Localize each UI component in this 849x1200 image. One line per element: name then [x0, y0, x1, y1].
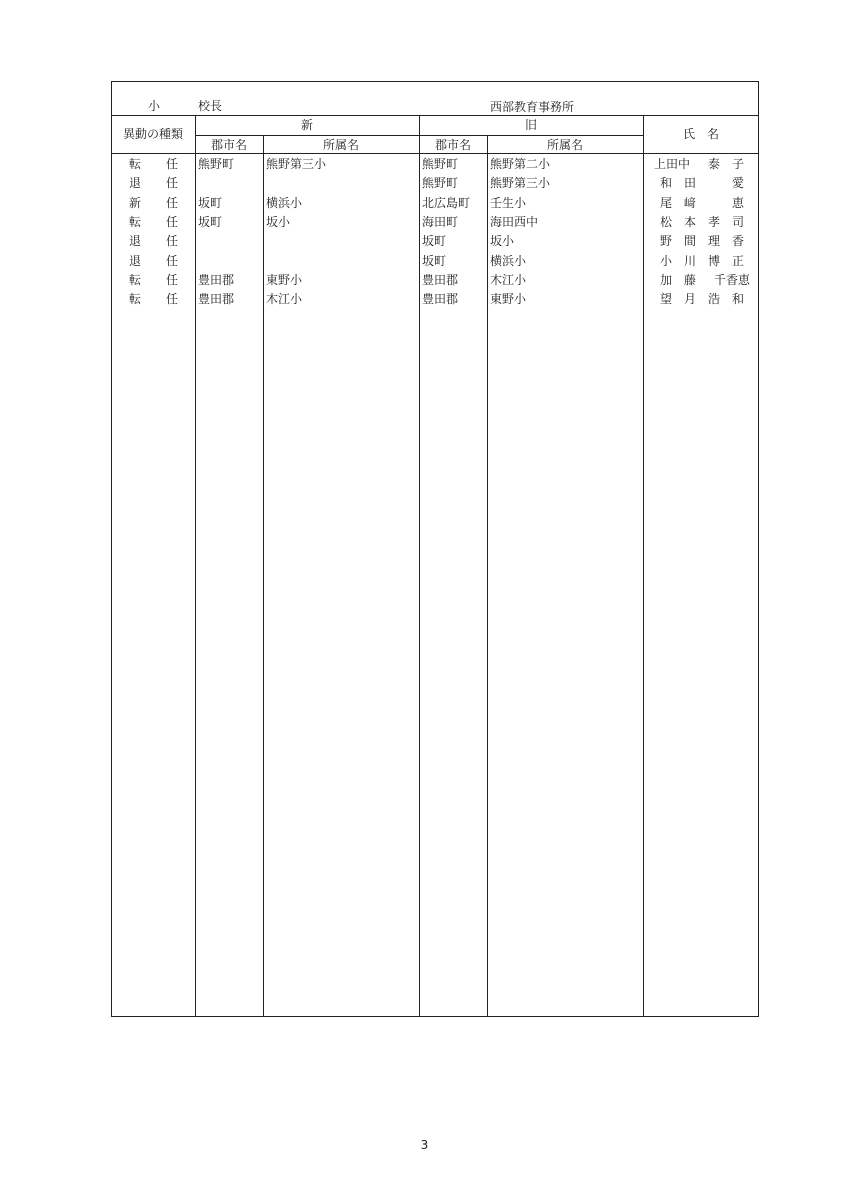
name-char: 孝 — [707, 214, 720, 229]
change-type-char: 転 — [129, 272, 142, 287]
header-name: 氏 名 — [682, 127, 719, 141]
row-change-type — [111, 272, 195, 288]
row-old-school: 熊野第二小 — [490, 157, 551, 171]
row-change-type — [111, 195, 195, 211]
row-old-school: 海田西中 — [490, 214, 539, 229]
row-new-city: 坂町 — [198, 195, 223, 210]
header-type: 異動の種類 — [122, 127, 183, 141]
header-new-school: 所属名 — [322, 138, 359, 152]
header-new: 新 — [300, 118, 313, 132]
header-divider — [111, 115, 759, 116]
row-new-city: 豊田郡 — [198, 272, 235, 287]
name-char: 香 — [731, 234, 744, 249]
row-change-type — [111, 291, 195, 307]
name-char: 川 — [683, 253, 696, 268]
col-divider-name — [643, 115, 644, 1017]
change-type-char: 退 — [129, 253, 142, 268]
name-char: 田 — [683, 176, 696, 191]
name-char: 恵 — [731, 195, 744, 210]
change-type-char: 任 — [166, 272, 179, 287]
row-old-city: 豊田郡 — [422, 292, 459, 307]
row-old-city: 熊野町 — [422, 157, 459, 171]
body-divider — [111, 153, 759, 154]
row-new-school: 横浜小 — [266, 195, 303, 210]
change-type-char: 退 — [129, 234, 142, 249]
row-change-type — [111, 156, 195, 172]
row-new-city: 豊田郡 — [198, 292, 235, 307]
change-type-char: 任 — [166, 292, 179, 307]
name-char — [702, 195, 726, 211]
name-char: 理 — [707, 234, 720, 249]
change-type-char: 転 — [129, 292, 142, 307]
name-char: 間 — [683, 234, 696, 249]
name-part: 藤 — [683, 272, 696, 287]
position-label: 校長 — [198, 99, 223, 113]
name-part: 加 — [659, 272, 672, 287]
row-name — [654, 291, 750, 307]
name-part: 泰 — [707, 157, 720, 171]
name-char: 月 — [683, 292, 696, 307]
name-char: 司 — [731, 214, 744, 229]
row-new-school: 木江小 — [266, 292, 303, 307]
change-type-char: 任 — [166, 234, 179, 249]
change-type-char: 転 — [129, 157, 142, 171]
name-char: 愛 — [731, 176, 744, 191]
name-char: 野 — [659, 234, 672, 249]
name-char: 小 — [659, 253, 672, 268]
row-old-city: 坂町 — [422, 253, 447, 268]
change-type-char: 転 — [129, 214, 142, 229]
row-old-city: 海田町 — [422, 214, 459, 229]
row-change-type — [111, 175, 195, 191]
row-old-city: 北広島町 — [422, 195, 471, 210]
row-new-school: 坂小 — [266, 214, 291, 229]
name-char — [702, 175, 726, 191]
row-name — [654, 156, 750, 172]
name-part: 子 — [731, 157, 744, 171]
name-part: 千香恵 — [713, 272, 750, 287]
school-type-label: 小 — [148, 99, 161, 113]
header-old-city: 郡市名 — [434, 138, 471, 152]
change-type-char: 任 — [166, 157, 179, 171]
row-name — [654, 253, 750, 269]
row-new-school: 東野小 — [266, 272, 303, 287]
change-type-char: 任 — [166, 253, 179, 268]
row-new-city: 坂町 — [198, 214, 223, 229]
change-type-char: 退 — [129, 176, 142, 191]
name-char: 浩 — [707, 292, 720, 307]
row-old-city: 熊野町 — [422, 176, 459, 191]
row-new-school: 熊野第三小 — [266, 157, 327, 171]
change-type-char: 新 — [129, 195, 142, 210]
header-new-city: 郡市名 — [210, 138, 247, 152]
name-part: 上田中 — [654, 157, 691, 171]
change-type-char: 任 — [166, 195, 179, 210]
row-old-school: 横浜小 — [490, 253, 527, 268]
name-char: 和 — [659, 176, 672, 191]
row-old-school: 木江小 — [490, 272, 527, 287]
header-old-school: 所属名 — [546, 138, 583, 152]
row-old-school: 東野小 — [490, 292, 527, 307]
row-change-type — [111, 214, 195, 230]
row-old-city: 坂町 — [422, 234, 447, 249]
name-char: 博 — [707, 253, 720, 268]
col-divider-old-city — [487, 135, 488, 1017]
col-divider-new-city — [263, 135, 264, 1017]
name-char: 正 — [731, 253, 744, 268]
row-old-school: 壬生小 — [490, 195, 527, 210]
row-old-city: 豊田郡 — [422, 272, 459, 287]
page-number: 3 — [420, 1138, 429, 1152]
name-char: 本 — [683, 214, 696, 229]
name-char: 和 — [731, 292, 744, 307]
col-divider-new-old — [419, 115, 420, 1017]
row-change-type — [111, 233, 195, 249]
change-type-char: 任 — [166, 176, 179, 191]
name-char: 松 — [659, 214, 672, 229]
row-change-type — [111, 253, 195, 269]
row-name — [654, 272, 750, 288]
name-char: 望 — [659, 292, 672, 307]
row-name — [654, 175, 750, 191]
row-name — [654, 195, 750, 211]
row-new-city: 熊野町 — [198, 157, 235, 171]
name-char: 尾 — [659, 195, 672, 210]
change-type-char: 任 — [166, 214, 179, 229]
header-old: 旧 — [524, 118, 537, 132]
office-label: 西部教育事務所 — [490, 100, 575, 114]
name-char: 﨑 — [683, 195, 696, 210]
col-divider-type — [195, 115, 196, 1017]
row-old-school: 坂小 — [490, 234, 515, 249]
row-old-school: 熊野第三小 — [490, 176, 551, 191]
row-name — [654, 233, 750, 249]
row-name — [654, 214, 750, 230]
